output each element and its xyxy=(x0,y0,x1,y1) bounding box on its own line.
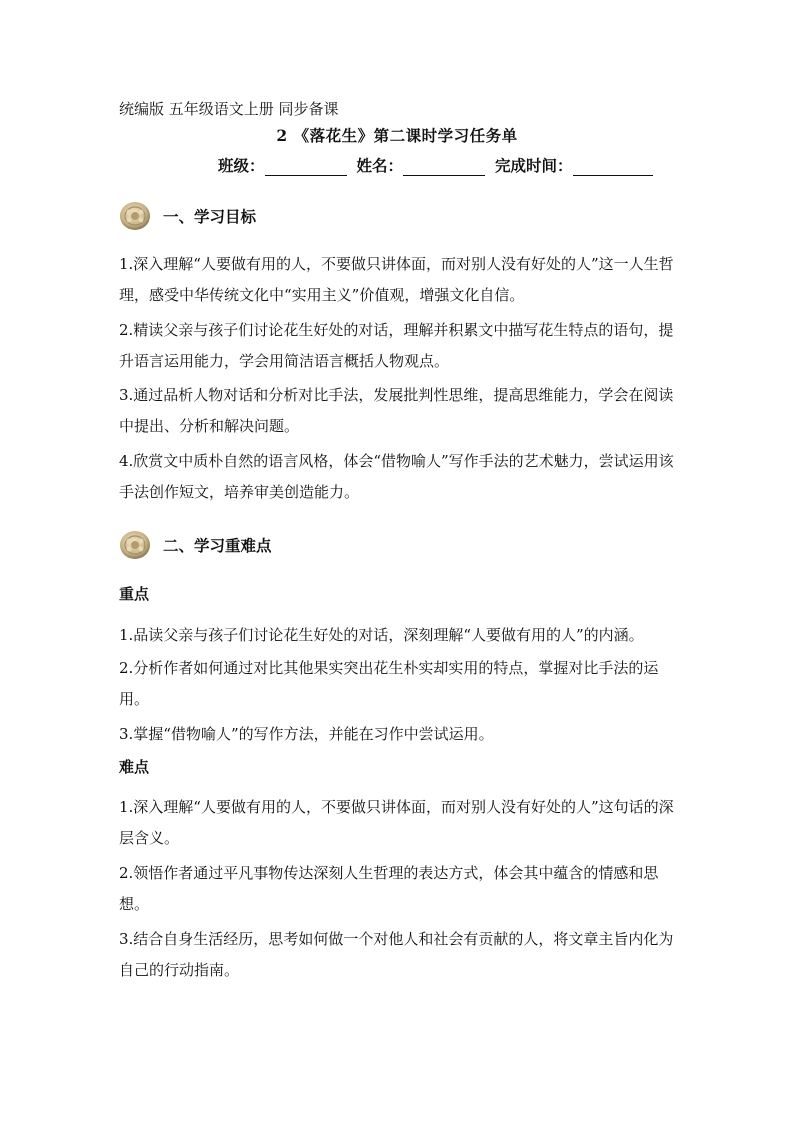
name-label: 姓名： xyxy=(356,156,404,175)
goal-item: 3.通过品析人物对话和分析对比手法，发展批判性思维，提高思维能力，学会在阅读中提出、分析和解决问题。 xyxy=(119,386,674,435)
class-label: 班级： xyxy=(218,156,265,175)
name-blank-field[interactable] xyxy=(403,159,485,176)
section-key-points-title: 二、学习重难点 xyxy=(163,536,272,555)
document-title: 2 《落花生》第二课时学习任务单 xyxy=(276,126,518,145)
difficult-point-item: 1.深入理解“人要做有用的人，不要做只讲体面，而对别人没有好处的人”这句话的深层含义。 xyxy=(119,798,674,847)
goal-item: 4.欣赏文中质朴自然的语言风格，体会“借物喻人”写作手法的艺术魅力，尝试运用该手法创作短文，培养审美创造能力。 xyxy=(119,452,674,501)
goal-item: 2.精读父亲与孩子们讨论花生好处的对话，理解并积累文中描写花生特点的语句，提升语言运用能力，学会用简洁语言概括人物观点。 xyxy=(119,321,674,370)
section-key-points-header xyxy=(119,530,272,560)
time-label: 完成时间： xyxy=(495,156,573,175)
difficult-point-item: 2.领悟作者通过平凡事物传达深刻人生哲理的表达方式，体会其中蕴含的情感和思想。 xyxy=(119,864,659,913)
key-point-item: 2.分析作者如何通过对比其他果实突出花生朴实却实用的特点，掌握对比手法的运用。 xyxy=(119,659,659,708)
key-point-item: 1.品读父亲与孩子们讨论花生好处的对话，深刻理解“人要做有用的人”的内涵。 xyxy=(119,626,644,644)
section-goals-header xyxy=(119,201,256,231)
key-point-item: 3.掌握“借物喻人”的写作方法，并能在习作中尝试运用。 xyxy=(119,725,494,743)
difficult-point-item: 3.结合自身生活经历，思考如何做一个对他人和社会有贡献的人，将文章主旨内化为自己的行动指南。 xyxy=(119,930,674,979)
section-goals-title: 一、学习目标 xyxy=(163,207,257,226)
flower-badge-icon xyxy=(119,201,151,231)
series-header: 统编版 五年级语文上册 同步备课 xyxy=(119,100,339,118)
difficult-points-label: 难点 xyxy=(119,758,150,776)
class-blank-field[interactable] xyxy=(265,159,347,176)
flower-badge-icon xyxy=(119,530,151,560)
time-blank-field[interactable] xyxy=(573,159,653,176)
key-points-label: 重点 xyxy=(119,585,150,603)
student-info-row xyxy=(218,154,653,176)
goal-item: 1.深入理解“人要做有用的人，不要做只讲体面，而对别人没有好处的人”这一人生哲理，感受中华传统文化中“实用主义”价值观，增强文化自信。 xyxy=(119,255,674,304)
